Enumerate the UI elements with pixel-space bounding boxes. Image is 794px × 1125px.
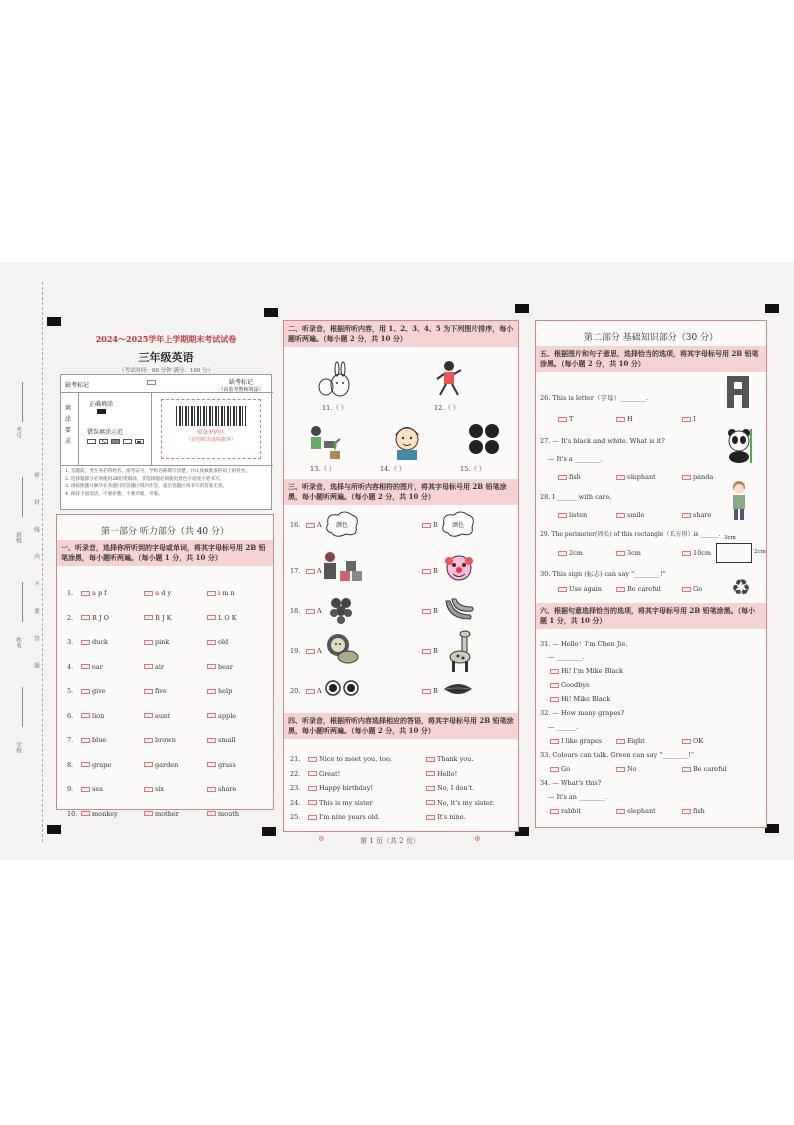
rectangle-diagram bbox=[716, 543, 752, 563]
answer-bubble[interactable] bbox=[207, 787, 216, 792]
answer-bubble[interactable] bbox=[81, 591, 90, 596]
q18-option-a[interactable]: A bbox=[306, 607, 322, 615]
option-text: blue bbox=[92, 736, 107, 744]
q32-option-a[interactable]: I like grapes bbox=[550, 737, 602, 745]
option-a[interactable] bbox=[81, 712, 104, 720]
listening-question-row bbox=[57, 810, 273, 824]
question-number: 25. bbox=[290, 813, 301, 821]
question-number: 23. bbox=[290, 784, 301, 792]
option-text: Thank you. bbox=[437, 755, 474, 763]
section5-heading: 五、根据图片和句子意思，选择恰当的选项，将其字母标号用 2B 铅笔涂黑。（每小题 2 分，共 10 分） bbox=[536, 346, 766, 372]
colour-splash-a bbox=[324, 509, 360, 539]
colour-splash-b bbox=[440, 509, 476, 539]
answer-bubble[interactable] bbox=[144, 762, 153, 767]
section6-heading: 六、根据句意选择恰当的选项，将其字母标号用 2B 铅笔涂黑。（每小题 1 分，共 10 分） bbox=[536, 603, 766, 629]
answer-bubble[interactable] bbox=[308, 786, 317, 791]
question-number: 5. bbox=[67, 687, 74, 695]
option-text: u d y bbox=[155, 589, 172, 597]
q11-label[interactable]: 11.（ ） bbox=[322, 404, 348, 412]
q32-answer-line: — ______. bbox=[548, 723, 579, 731]
q18-number: 18. bbox=[290, 607, 301, 615]
answer-bubble[interactable] bbox=[207, 713, 216, 718]
page-footer: 第 1 页（共 2 页） bbox=[360, 837, 420, 845]
school-label: 学校 bbox=[15, 742, 21, 753]
option-text: apple bbox=[218, 711, 237, 720]
q27-option-b[interactable]: elephant bbox=[616, 473, 656, 481]
seal-line-text: 密 封 线 内 不 要 答 题 bbox=[33, 472, 39, 679]
q31-option-a[interactable]: Hi! I'm Mike Black bbox=[550, 667, 623, 675]
question-number: 10. bbox=[67, 809, 78, 818]
q32-text: 32. — How many grapes? bbox=[540, 709, 625, 717]
answer-bubble[interactable] bbox=[144, 787, 153, 792]
option-c[interactable] bbox=[207, 614, 237, 622]
girl-sharing-image bbox=[726, 479, 752, 521]
q26-option-a[interactable]: T bbox=[558, 415, 573, 423]
option-a[interactable] bbox=[81, 614, 109, 622]
lion-image bbox=[324, 631, 360, 667]
option-text: This is my sister bbox=[319, 798, 373, 807]
answer-bubble[interactable] bbox=[207, 664, 216, 669]
q28-text: 28. I ______ with care. bbox=[540, 493, 612, 501]
q31-option-b[interactable]: Goodbye bbox=[550, 681, 590, 689]
recycle-icon: ♻ bbox=[731, 575, 751, 601]
option-text: Hello! bbox=[437, 769, 458, 778]
option-c[interactable] bbox=[207, 687, 232, 695]
option-text: grape bbox=[92, 760, 112, 769]
q33-option-c[interactable]: Be careful bbox=[682, 765, 727, 773]
option-text: mother bbox=[155, 809, 179, 818]
option-a[interactable] bbox=[81, 638, 108, 646]
letter-h-image bbox=[726, 375, 750, 409]
section3-heading: 三、听录音，选择与所听内容相符的图片，将其字母标号用 2B 铅笔涂黑，每小题听两遍。（每小题 2 分，共 10 分） bbox=[284, 479, 518, 505]
absent-note: （由监考教师填涂） bbox=[218, 387, 264, 393]
name-line bbox=[22, 582, 23, 622]
option-text: R J K bbox=[155, 613, 172, 622]
answer-bubble[interactable] bbox=[207, 615, 216, 620]
listening-question-row bbox=[57, 638, 273, 652]
option-text: six bbox=[155, 785, 165, 793]
option-a[interactable] bbox=[81, 589, 107, 597]
answer-bubble[interactable] bbox=[81, 615, 90, 620]
answer-bubble[interactable] bbox=[426, 771, 435, 776]
q27-option-a[interactable]: fish bbox=[558, 473, 581, 481]
option-b[interactable] bbox=[144, 810, 179, 818]
clown-image bbox=[444, 553, 474, 583]
option-text: air bbox=[155, 662, 165, 671]
barcode bbox=[176, 406, 246, 426]
q29-option-b[interactable]: 3cm bbox=[616, 549, 641, 557]
eyes-image bbox=[324, 679, 360, 697]
question-number: 21. bbox=[290, 755, 301, 763]
q31-answer-line: — ________. bbox=[548, 653, 585, 661]
option-text: R J O bbox=[92, 613, 109, 622]
q20-option-b[interactable]: B bbox=[422, 687, 438, 695]
listening-question-row bbox=[57, 736, 273, 750]
option-b[interactable] bbox=[144, 761, 178, 769]
q16-option-a[interactable]: A bbox=[306, 521, 322, 529]
option-text: grass bbox=[218, 760, 236, 769]
answer-bubble[interactable] bbox=[426, 815, 435, 820]
part1-panel bbox=[56, 514, 274, 818]
answer-bubble[interactable] bbox=[81, 811, 90, 816]
barcode-area bbox=[161, 399, 261, 459]
option-c[interactable] bbox=[207, 712, 236, 720]
option-text: aunt bbox=[155, 711, 170, 720]
option-text: give bbox=[92, 687, 106, 695]
answer-bubble[interactable] bbox=[426, 800, 435, 805]
q32-option-c[interactable]: OK bbox=[682, 737, 703, 745]
answer-bubble[interactable] bbox=[81, 689, 90, 694]
option-text: a p f bbox=[92, 589, 107, 597]
option-a[interactable] bbox=[81, 687, 106, 695]
option-c[interactable] bbox=[207, 663, 233, 671]
subject-title: 三年级英语 bbox=[138, 351, 194, 364]
section4-heading: 四、听录音，根据所听内容选择相应的答语，将其字母标号用 2B 铅笔涂黑，每小题听两遍。（每小题 2 分，共 10 分） bbox=[284, 713, 518, 739]
seal-line bbox=[42, 282, 43, 842]
option-b[interactable] bbox=[144, 614, 172, 622]
question-number: 6. bbox=[67, 711, 74, 720]
answer-bubble[interactable] bbox=[81, 713, 90, 718]
option-b[interactable] bbox=[144, 712, 170, 720]
answer-bubble[interactable] bbox=[144, 689, 153, 694]
question-number: 9. bbox=[67, 785, 74, 793]
q33-option-a[interactable]: Go bbox=[550, 765, 570, 773]
info-box bbox=[60, 374, 272, 510]
response-option-b[interactable] bbox=[426, 784, 474, 792]
question-number: 4. bbox=[67, 662, 74, 671]
q13-label[interactable]: 13.（ ） bbox=[310, 465, 336, 473]
listening-question-row bbox=[57, 589, 273, 603]
part1-title: 第一部分 听力部分（共 40 分） bbox=[100, 527, 230, 537]
answer-bubble[interactable] bbox=[81, 640, 90, 645]
option-text: mouth bbox=[218, 809, 240, 818]
q20-option-a[interactable]: A bbox=[306, 687, 322, 695]
answer-bubble[interactable] bbox=[144, 664, 153, 669]
answer-bubble[interactable] bbox=[207, 738, 216, 743]
q20-number: 20. bbox=[290, 687, 301, 695]
listening-question-row bbox=[57, 785, 273, 799]
option-a[interactable] bbox=[81, 810, 118, 818]
listening-question-row bbox=[57, 687, 273, 701]
option-c[interactable] bbox=[207, 638, 228, 646]
rect-width-label: 3cm bbox=[724, 535, 736, 541]
question-number: 24. bbox=[290, 798, 301, 807]
registration-mark bbox=[47, 825, 61, 834]
option-c[interactable] bbox=[207, 736, 236, 744]
answer-bubble[interactable] bbox=[81, 762, 90, 767]
class-line bbox=[22, 477, 23, 517]
q16-option-b[interactable]: B bbox=[422, 521, 438, 529]
listening-question-row bbox=[57, 614, 273, 628]
q31-text: 31. — Hello！I'm Chen Jie. bbox=[540, 640, 628, 648]
q32-option-b[interactable]: Eight bbox=[616, 737, 645, 745]
wrong-fill-label: 错误填涂示范 bbox=[87, 429, 124, 436]
response-option-b[interactable] bbox=[426, 813, 466, 821]
option-a[interactable] bbox=[81, 663, 103, 671]
q28-option-b[interactable]: smile bbox=[616, 511, 645, 519]
q12-label[interactable]: 12.（ ） bbox=[434, 404, 460, 412]
listening-question-row bbox=[57, 712, 273, 726]
absent-label: 缺考标记 bbox=[65, 382, 90, 389]
answer-bubble[interactable] bbox=[81, 664, 90, 669]
option-text: help bbox=[218, 687, 233, 695]
q30-option-a[interactable]: Use again bbox=[558, 585, 602, 593]
q15-label[interactable]: 15.（ ） bbox=[460, 465, 486, 473]
option-text: It's nine. bbox=[437, 813, 466, 821]
note-line: 3. 请按照题号顺序在各题目的答题区域内作答，超出答题区域书写的答案无效。 bbox=[65, 484, 228, 489]
rect-height-label: 2cm bbox=[754, 549, 766, 555]
option-a[interactable] bbox=[81, 785, 103, 793]
response-option-b[interactable] bbox=[426, 799, 494, 807]
q29-option-a[interactable]: 2cm bbox=[558, 549, 583, 557]
registration-mark bbox=[264, 308, 278, 317]
section2-heading: 二、听录音，根据所听内容，用 1、2、3、4、5 为下列图片排序，每小题听两遍。（每小题 2 分，共 10 分） bbox=[284, 321, 518, 347]
notes bbox=[65, 468, 269, 498]
option-text: Great! bbox=[319, 769, 341, 778]
answer-bubble[interactable] bbox=[207, 689, 216, 694]
response-option-a[interactable] bbox=[308, 799, 373, 807]
question-number: 22. bbox=[290, 769, 301, 778]
option-b[interactable] bbox=[144, 687, 167, 695]
colour-label-a: 颜色 bbox=[335, 521, 348, 529]
option-text: No, it's my sister. bbox=[437, 798, 495, 807]
exam-title: 2024～2025学年上学期期末考试试卷 bbox=[95, 334, 237, 344]
option-text: old bbox=[218, 638, 229, 646]
registration-mark bbox=[765, 304, 779, 313]
option-text: I'm nine years old. bbox=[319, 813, 381, 821]
answer-bubble[interactable] bbox=[308, 771, 317, 776]
q17-option-b[interactable]: B bbox=[422, 567, 438, 575]
response-option-b[interactable] bbox=[426, 755, 473, 763]
q27-answer-line: — It's a ________. bbox=[548, 455, 603, 463]
option-text: lion bbox=[92, 711, 105, 720]
colour-label-b: 颜色 bbox=[451, 521, 464, 529]
registration-mark bbox=[262, 827, 276, 836]
option-text: brown bbox=[155, 736, 176, 744]
q34-option-b[interactable]: elephant bbox=[616, 807, 656, 815]
answer-bubble[interactable] bbox=[144, 640, 153, 645]
note-line: 2. 选择题部分必须使用2B铅笔填涂，非选择题必须使用黑色字迹签字笔书写。 bbox=[65, 476, 225, 482]
name-label: 姓名 bbox=[15, 637, 21, 648]
grapes-image bbox=[326, 593, 358, 625]
question-number: 7. bbox=[67, 736, 74, 744]
answer-bubble[interactable] bbox=[207, 762, 216, 767]
correct-fill-sample bbox=[97, 409, 106, 414]
answer-bubble[interactable] bbox=[207, 591, 216, 596]
answer-bubble[interactable] bbox=[308, 757, 317, 762]
option-text: five bbox=[155, 687, 167, 695]
response-option-a[interactable] bbox=[308, 770, 340, 778]
q17-number: 17. bbox=[290, 567, 301, 575]
question-number: 2. bbox=[67, 613, 74, 622]
q27-text: 27. — It's black and white. What is it? bbox=[540, 437, 665, 445]
answer-bubble[interactable] bbox=[144, 615, 153, 620]
option-text: monkey bbox=[92, 809, 118, 818]
q30-option-b[interactable]: Be careful bbox=[616, 585, 661, 593]
listening-question-row bbox=[57, 663, 273, 677]
barcode-text: 贴条形码区 bbox=[197, 430, 225, 436]
option-b[interactable] bbox=[144, 736, 176, 744]
q19-number: 19. bbox=[290, 647, 301, 655]
class-label: 班级 bbox=[15, 532, 21, 543]
wrong-fill-samples bbox=[87, 439, 144, 444]
giraffe-image bbox=[448, 629, 474, 673]
answer-bubble[interactable] bbox=[308, 800, 317, 805]
option-text: L O K bbox=[218, 613, 237, 622]
exam-sheet bbox=[0, 262, 794, 860]
absent-label-teacher: 缺考标记 bbox=[228, 379, 253, 386]
registration-mark bbox=[765, 824, 779, 833]
barcode-note: （切勿贴出虚线框外） bbox=[185, 437, 236, 443]
answer-bubble[interactable] bbox=[426, 757, 435, 762]
q34-option-a[interactable]: rabbit bbox=[550, 807, 581, 815]
response-option-a[interactable] bbox=[308, 755, 392, 763]
option-b[interactable] bbox=[144, 638, 169, 646]
q28-option-c[interactable]: share bbox=[682, 511, 711, 519]
option-text: Nice to meet you, too. bbox=[319, 755, 392, 763]
option-a[interactable] bbox=[81, 736, 106, 744]
name-line bbox=[22, 382, 23, 422]
response-option-b[interactable] bbox=[426, 770, 457, 778]
watering-plant-image bbox=[304, 421, 344, 461]
fill-requirement-label: 填涂要求 bbox=[65, 405, 72, 445]
option-b[interactable] bbox=[144, 589, 171, 597]
panda-image bbox=[724, 427, 754, 463]
toys-image bbox=[322, 549, 364, 587]
option-text: bear bbox=[218, 662, 233, 671]
q26-option-b[interactable]: H bbox=[616, 415, 633, 423]
option-c[interactable] bbox=[207, 761, 236, 769]
q33-option-b[interactable]: No bbox=[616, 765, 637, 773]
boy-face-image bbox=[389, 419, 425, 461]
school-line bbox=[22, 687, 23, 727]
answer-bubble[interactable] bbox=[81, 787, 90, 792]
answer-bubble[interactable] bbox=[144, 713, 153, 718]
option-c[interactable] bbox=[207, 589, 235, 597]
option-text: share bbox=[218, 785, 237, 793]
option-text: small bbox=[218, 736, 236, 744]
registration-mark bbox=[47, 317, 61, 326]
rabbits-image bbox=[314, 361, 354, 399]
answer-bubble[interactable] bbox=[81, 738, 90, 743]
part2-title: 第二部分 基础知识部分（30 分） bbox=[583, 333, 719, 343]
option-text: duck bbox=[92, 638, 108, 646]
q27-option-c[interactable]: panda bbox=[682, 473, 713, 481]
crosshair-icon: ⊕ bbox=[318, 834, 325, 843]
q33-text: 33. Colours can talk. Green can say "________!" bbox=[540, 751, 694, 759]
q30-text: 30. This sign (标志) can say "________!" bbox=[540, 570, 666, 578]
crosshair-icon: ⊕ bbox=[474, 834, 481, 843]
q16-number: 16. bbox=[290, 521, 301, 529]
option-text: No, I don't. bbox=[437, 784, 475, 792]
exam-no-label: 考号 bbox=[15, 427, 21, 438]
q29-option-c[interactable]: 10cm bbox=[682, 549, 711, 557]
option-text: i m n bbox=[218, 589, 235, 597]
exam-meta: （考试时间：60 分钟 满分：100 分） bbox=[118, 368, 214, 374]
q34-option-c[interactable]: fish bbox=[682, 807, 705, 815]
q26-text: 26. This is letter（字母）________. bbox=[540, 394, 649, 402]
option-text: garden bbox=[155, 760, 179, 769]
option-b[interactable] bbox=[144, 663, 164, 671]
q17-option-a[interactable]: A bbox=[306, 567, 322, 575]
q34-text: 34. — What's this? bbox=[540, 779, 602, 787]
q34-answer-line: — It's an ________. bbox=[548, 793, 608, 801]
answer-bubble[interactable] bbox=[144, 591, 153, 596]
answer-bubble[interactable] bbox=[144, 738, 153, 743]
listening-question-row bbox=[57, 761, 273, 775]
q14-label[interactable]: 14.（ ） bbox=[380, 465, 406, 473]
absent-bubble[interactable] bbox=[147, 380, 156, 385]
response-option-a[interactable] bbox=[308, 784, 373, 792]
answer-bubble[interactable] bbox=[207, 811, 216, 816]
option-c[interactable] bbox=[207, 785, 236, 793]
correct-fill-label: 正确填涂 bbox=[89, 401, 114, 408]
listening-panel bbox=[283, 320, 519, 832]
q30-option-c[interactable]: Go bbox=[682, 585, 702, 593]
part2-panel bbox=[535, 320, 767, 828]
option-text: sea bbox=[92, 785, 104, 793]
q19-option-a[interactable]: A bbox=[306, 647, 322, 655]
option-text: ear bbox=[92, 662, 103, 671]
q28-option-a[interactable]: listen bbox=[558, 511, 587, 519]
answer-bubble[interactable] bbox=[207, 640, 216, 645]
option-c[interactable] bbox=[207, 810, 239, 818]
apples-image bbox=[466, 421, 502, 457]
option-text: Happy birthday! bbox=[319, 784, 374, 792]
answer-bubble[interactable] bbox=[426, 786, 435, 791]
q31-option-c[interactable]: Hi! Mike Black bbox=[550, 695, 610, 703]
option-b[interactable] bbox=[144, 785, 164, 793]
q19-option-b[interactable]: B bbox=[422, 647, 438, 655]
note-line: 4. 保持卡面清洁，不要折叠、不要弄破、弄皱。 bbox=[65, 491, 163, 497]
answer-bubble[interactable] bbox=[144, 811, 153, 816]
option-a[interactable] bbox=[81, 761, 111, 769]
option-text: pink bbox=[155, 638, 170, 646]
note-line: 1. 答题前，考生务必将姓名、准考证号、学校名称填写清楚，并认真核准条形码上的姓名。 bbox=[65, 469, 251, 474]
running-boy-image bbox=[434, 359, 464, 399]
question-number: 8. bbox=[67, 760, 74, 769]
q18-option-b[interactable]: B bbox=[422, 607, 438, 615]
section1-heading: 一、听录音，选择你所听到的字母或单词，将其字母标号用 2B 铅笔涂黑，每小题听两遍。（每小题 1 分，共 10 分） bbox=[57, 540, 273, 566]
registration-mark bbox=[515, 304, 529, 313]
response-option-a[interactable] bbox=[308, 813, 380, 821]
mouth-image bbox=[442, 681, 474, 697]
q26-option-c[interactable]: I bbox=[682, 415, 696, 423]
question-number: 1. bbox=[67, 589, 74, 597]
answer-bubble[interactable] bbox=[308, 815, 317, 820]
bananas-image bbox=[442, 595, 476, 625]
question-number: 3. bbox=[67, 638, 74, 646]
q29-text: 29. The perimeter(周长) of this rectangle（长方形）is ______. bbox=[540, 531, 721, 538]
